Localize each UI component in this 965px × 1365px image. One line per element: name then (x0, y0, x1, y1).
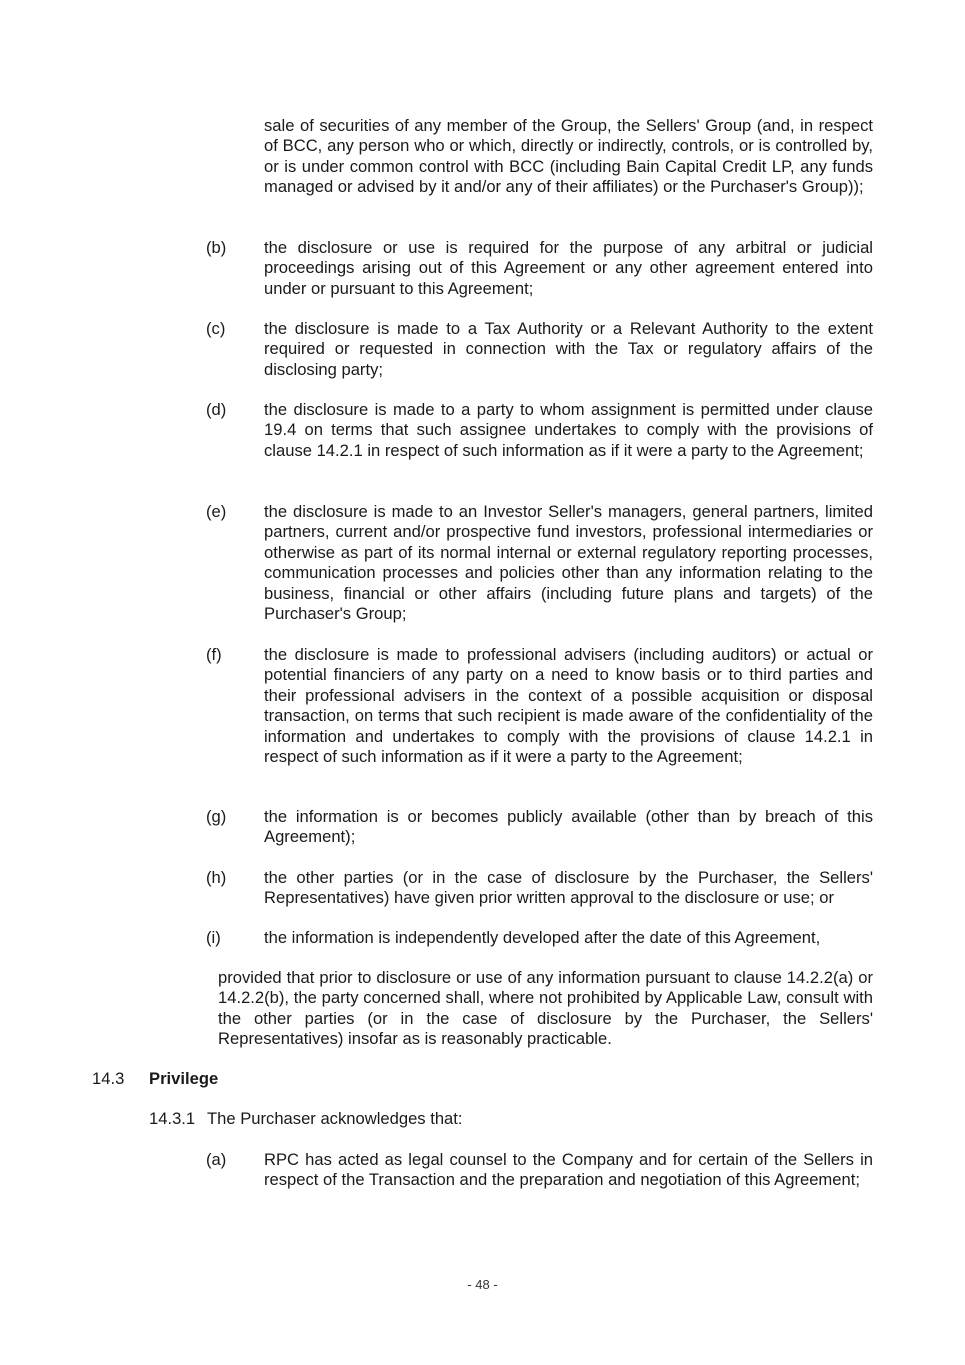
section-title: Privilege (149, 1069, 219, 1088)
subclause-number: 14.3.1 (149, 1109, 196, 1128)
list-item-label: (a) (206, 1150, 227, 1169)
list-item-text: the other parties (or in the case of disclosure by the Purchaser, the Sellers' Representatives) have given prior written approval to the disclosure or use; or (264, 868, 873, 908)
subclause-text: The Purchaser acknowledges that: (207, 1109, 463, 1128)
proviso-paragraph: provided that prior to disclosure or use of any information pursuant to clause 14.2.2(a) or 14.2.2(b), the party concerned shall, where not prohibited by Applicable Law, consult with the other parties (or in the case of disclosure by the Purchaser, the Sellers' Representatives) insofar as is reasonably practicable. (218, 968, 873, 1049)
list-item-label: (c) (206, 319, 226, 338)
list-item-label: (g) (206, 807, 227, 826)
list-item-text: the disclosure is made to a Tax Authority or a Relevant Authority to the extent required or requested in connection with the Tax or regulatory affairs of the disclosing party; (264, 319, 873, 379)
section-number: 14.3 (92, 1069, 125, 1088)
list-item-text: the disclosure is made to professional advisers (including auditors) or actual or potential financiers of any party on a need to know basis or to third parties and their professional advisers in the context of a possible acquisition or disposal transaction, on terms that such recipient is made aware of the confidentiality of the information and undertakes to comply with the provisions of clause 14.2.1 in respect of such information as if it were a party to the Agreement; (264, 645, 873, 767)
list-item-text: the disclosure is made to a party to whom assignment is permitted under clause 19.4 on terms that such assignee undertakes to comply with the provisions of clause 14.2.1 in respect of such information as if it were a party to the Agreement; (264, 400, 873, 460)
page-number: - 48 - (467, 1277, 498, 1292)
list-item-label: (i) (206, 928, 221, 947)
continuation-paragraph: sale of securities of any member of the Group, the Sellers' Group (and, in respect of BCC, any person who or which, directly or indirectly, controls, or is controlled by, or is under common control with BCC (including Bain Capital Credit LP, any funds managed or advised by it and/or any of their affiliates) or the Purchaser's Group)); (264, 116, 873, 197)
list-item-text: the information is independently developed after the date of this Agreement, (264, 928, 821, 947)
list-item-text: the disclosure or use is required for the purpose of any arbitral or judicial proceedings arising out of this Agreement or any other agreement entered into under or pursuant to this Agreement; (264, 238, 873, 298)
list-item-text: the information is or becomes publicly available (other than by breach of this Agreement); (264, 807, 873, 847)
list-item-label: (b) (206, 238, 227, 257)
list-item-label: (h) (206, 868, 227, 887)
list-item-text: the disclosure is made to an Investor Seller's managers, general partners, limited partners, current and/or prospective fund investors, professional intermediaries or otherwise as part of its normal internal or external regulatory reporting processes, communication processes and policies other than any information relating to the business, financial or other affairs (including future plans and targets) of the Purchaser's Group; (264, 502, 873, 624)
list-item-text: RPC has acted as legal counsel to the Company and for certain of the Sellers in respect of the Transaction and the preparation and negotiation of this Agreement; (264, 1150, 873, 1190)
list-item-label: (e) (206, 502, 227, 521)
list-item-label: (d) (206, 400, 227, 419)
list-item-label: (f) (206, 645, 222, 664)
